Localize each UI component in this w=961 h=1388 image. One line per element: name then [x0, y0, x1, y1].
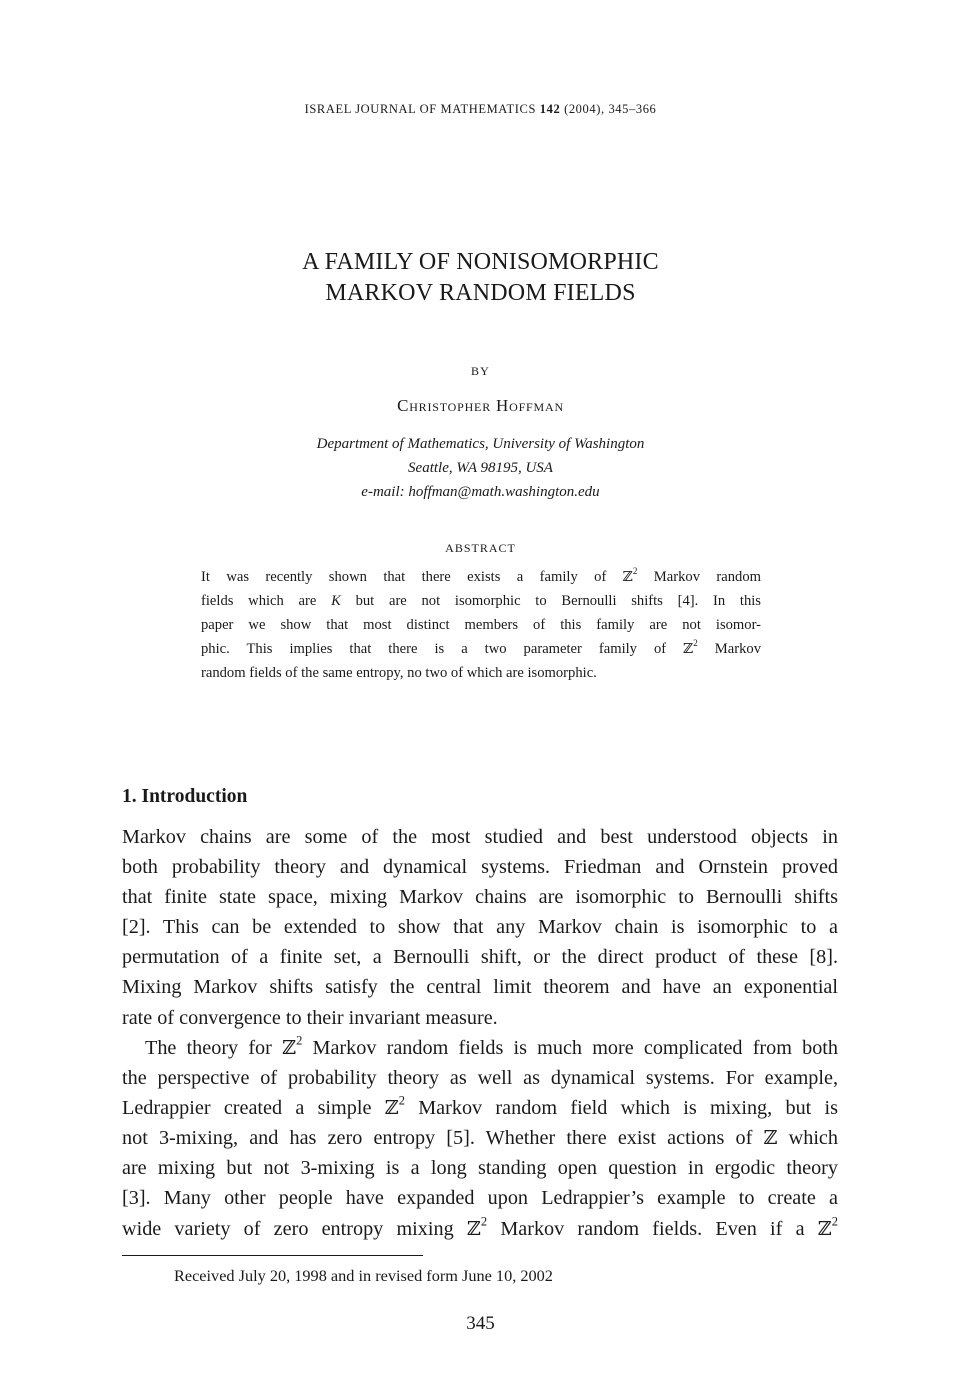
text-line: permutation of a finite set, a Bernoulli shift, or the direct product of these [8].: [122, 946, 838, 969]
text-line: The theory for ℤ$^2$ Markov random fields is much more complicated from both: [145, 1033, 839, 1059]
abstract-heading: ABSTRACT: [445, 541, 516, 555]
email-label: e-mail:: [361, 484, 405, 500]
text-line: [3]. Many other people have expanded upon Ledrappier’s example to create a: [122, 1187, 838, 1210]
text-line: the perspective of probability theory as well as dynamical systems. For example,: [122, 1067, 838, 1090]
journal-volume: 142: [539, 102, 561, 116]
received-footnote: Received July 20, 1998 and in revised form June 10, 2002: [174, 1266, 553, 1285]
author-affiliation: [0, 432, 961, 504]
email-address: hoffman@math.washington.edu: [408, 484, 600, 500]
text-line: that finite state space, mixing Markov chains are isomorphic to Bernoulli shifts: [122, 886, 838, 909]
text-line: both probability theory and dynamical systems. Friedman and Ornstein proved: [122, 856, 838, 879]
paper-title: [0, 247, 961, 309]
section-heading: [122, 786, 247, 808]
section-number: 1.: [122, 786, 137, 807]
text-line: Markov chains are some of the most studied and best understood objects in: [122, 826, 838, 848]
intro-paragraph-2: [122, 1033, 838, 1244]
intro-paragraph-1: [122, 822, 838, 1033]
running-header: [0, 102, 961, 117]
abstract-line: fields which are K but are not isomorphic to Bernoulli shifts [4]. In this: [201, 593, 761, 609]
byline: BY: [470, 364, 491, 378]
text-line: Mixing Markov shifts satisfy the central limit theorem and have an exponential: [122, 976, 838, 999]
text-line: Ledrappier created a simple ℤ$^2$ Markov random field which is mixing, but is: [122, 1093, 838, 1120]
abstract-line: paper we show that most distinct members of this family are not isomor-: [201, 617, 761, 633]
title-line-2: MARKOV RANDOM FIELDS: [325, 280, 636, 306]
author-name: Christopher Hoffman: [397, 396, 564, 415]
title-line-1: A FAMILY OF NONISOMORPHIC: [302, 249, 659, 275]
abstract-line: It was recently shown that there exists a family of ℤ$^2$ Markov random: [201, 566, 761, 585]
affiliation-department: Department of Mathematics, University of Washington: [316, 436, 645, 452]
abstract-line: random fields of the same entropy, no two of which are isomorphic.: [201, 665, 597, 681]
footnote-rule: [122, 1255, 423, 1256]
journal-name: ISRAEL JOURNAL OF MATHEMATICS: [304, 102, 537, 116]
section-title: Introduction: [141, 786, 248, 807]
text-line: wide variety of zero entropy mixing ℤ$^2$ Markov random fields. Even if a ℤ$^2$: [122, 1214, 838, 1240]
page-number: 345: [466, 1313, 495, 1334]
text-line: rate of convergence to their invariant measure.: [122, 1006, 498, 1029]
abstract-line: phic. This implies that there is a two parameter family of ℤ$^2$ Markov: [201, 638, 761, 657]
text-line: are mixing but not 3-mixing is a long standing open question in ergodic theory: [122, 1157, 838, 1180]
journal-year-pages: (2004), 345–366: [564, 102, 657, 116]
affiliation-address: Seattle, WA 98195, USA: [408, 460, 553, 476]
affiliation-email: [0, 480, 961, 504]
abstract-body: [201, 565, 761, 685]
text-line: [2]. This can be extended to show that any Markov chain is isomorphic to a: [122, 916, 838, 939]
text-line: not 3-mixing, and has zero entropy [5]. Whether there exist actions of ℤ which: [122, 1126, 838, 1150]
